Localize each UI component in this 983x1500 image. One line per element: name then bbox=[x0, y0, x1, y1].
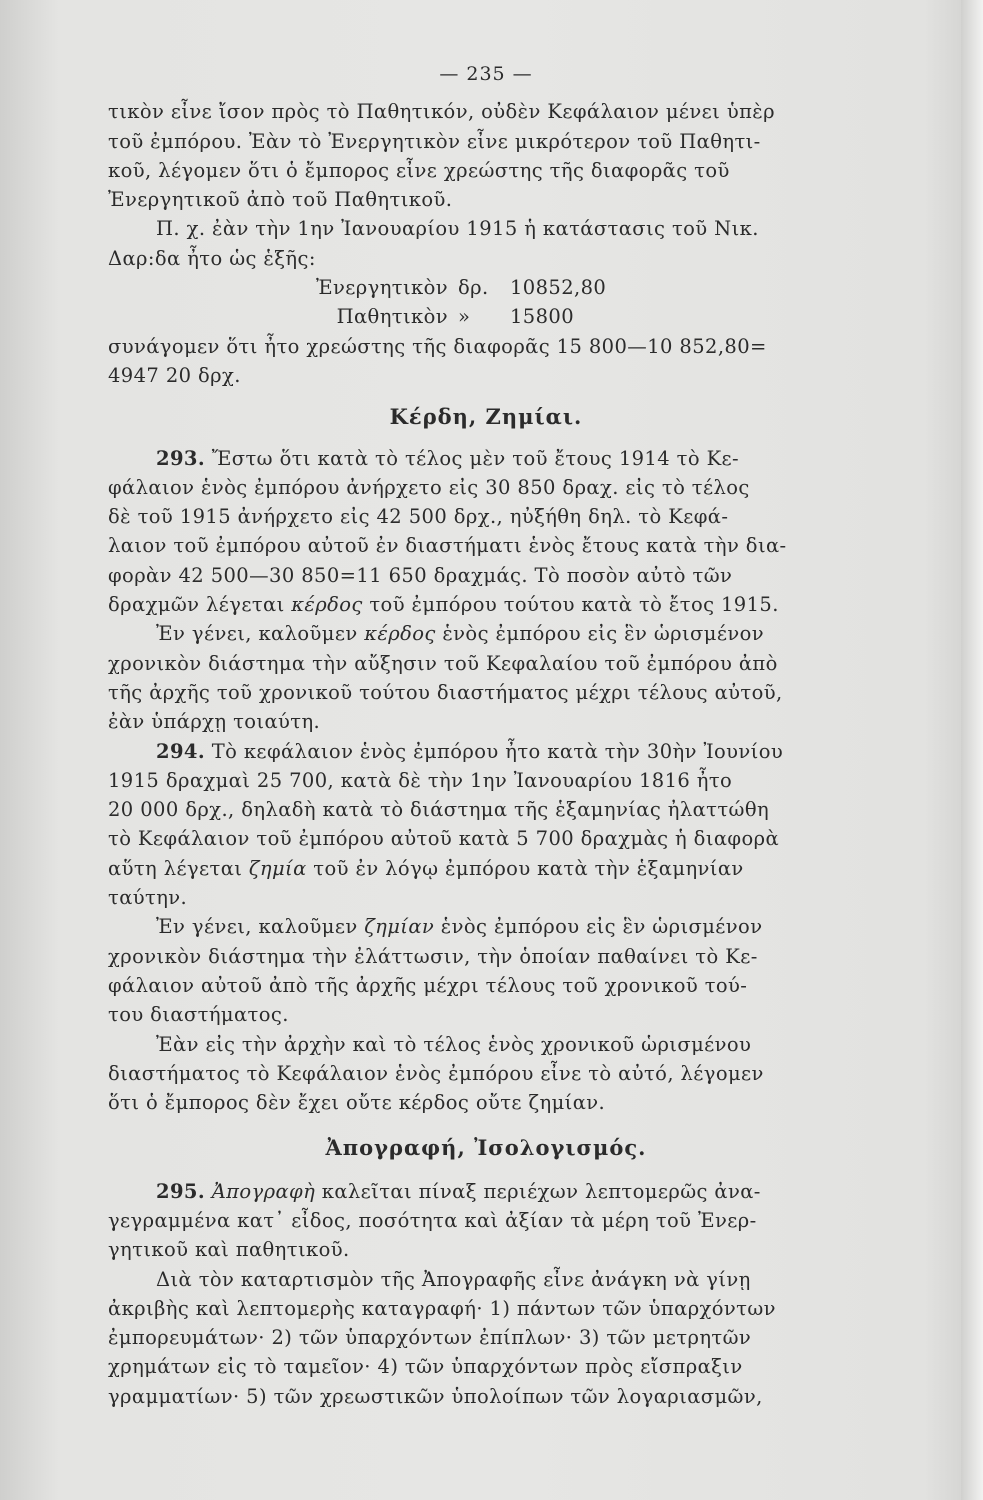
text-line bbox=[108, 619, 864, 648]
text-line bbox=[108, 854, 864, 883]
text-line: 1915 δραχμαὶ 25 700, κατὰ δὲ τὴν 1ην Ἰανουαρίου 1816 ἦτο bbox=[108, 768, 733, 792]
balance-currency: δρ. bbox=[458, 276, 489, 300]
section-heading-profit-loss: Κέρδη, Ζημίαι. bbox=[389, 404, 583, 430]
balance-amount: 15800 bbox=[510, 305, 575, 329]
italic-term: κέρδος bbox=[291, 593, 363, 617]
text-line: ἐμπορευμάτων· 2) τῶν ὑπαρχόντων ἐπίπλων· 3) τῶν μετρητῶν bbox=[108, 1326, 752, 1350]
italic-term: ζημία bbox=[248, 856, 307, 880]
text-line: γεγραμμένα κατ᾽ εἶδος, ποσότητα καὶ ἀξίαν τὰ μέρη τοῦ Ἐνερ- bbox=[108, 1208, 757, 1232]
text-line: τὸ Κεφάλαιον τοῦ ἐμπόρου αὐτοῦ κατὰ 5 700 δραχμὰς ἡ διαφορὰ bbox=[108, 827, 780, 851]
paragraph-inventory-items bbox=[108, 1265, 864, 1411]
paragraph-neutral bbox=[108, 1030, 864, 1118]
paragraph-294 bbox=[108, 737, 864, 913]
text-line: 20 000 δρχ., δηλαδὴ κατὰ τὸ διάστημα τῆς ἑξαμηνίας ἠλαττώθη bbox=[108, 798, 770, 822]
text-line: φάλαιον ἑνὸς ἐμπόρου ἀνήρχετο εἰς 30 850 δραχ. εἰς τὸ τέλος bbox=[108, 475, 750, 499]
text-line: Ἐνεργητικοῦ ἀπὸ τοῦ Παθητικοῦ. bbox=[108, 188, 453, 212]
text-line bbox=[108, 590, 864, 619]
text-line: λαιον τοῦ ἐμπόρου αὐτοῦ ἐν διαστήματι ἑνὸς ἔτους κατὰ τὴν δια- bbox=[108, 534, 787, 558]
text-line: χρονικὸν διάστημα τὴν αὔξησιν τοῦ Κεφαλαίου τοῦ ἐμπόρου ἀπὸ bbox=[108, 651, 778, 675]
balance-label: Ἐνεργητικὸν bbox=[315, 276, 448, 300]
text-line bbox=[108, 444, 864, 473]
text-run: τοῦ ἐμπόρου τούτου κατὰ τὸ ἔτος 1915. bbox=[362, 593, 779, 617]
text-line: τῆς ἀρχῆς τοῦ χρονικοῦ τούτου διαστήματος μέχρι τέλους αὐτοῦ, bbox=[108, 680, 783, 704]
balance-amount: 10852,80 bbox=[510, 276, 607, 300]
conclusion-paragraph bbox=[108, 332, 864, 391]
text-run: ἑνὸς ἐμπόρου εἰς ἓν ὡρισμένον bbox=[434, 915, 763, 939]
text-line: ὅτι ὁ ἔμπορος δὲν ἔχει οὔτε κέρδος οὔτε ζημίαν. bbox=[108, 1091, 606, 1115]
text-line: γραμματίων· 5) τῶν χρεωστικῶν ὑπολοίπων τῶν λογαριασμῶν, bbox=[108, 1384, 763, 1408]
italic-term: Ἀπογραφὴ bbox=[211, 1179, 316, 1203]
text-run: ἑνὸς ἐμπόρου εἰς ἓν ὡρισμένον bbox=[435, 622, 764, 646]
italic-term: κέρδος bbox=[364, 622, 436, 646]
text-line bbox=[108, 1177, 864, 1206]
balance-table bbox=[108, 273, 864, 332]
text-line: διαστήματος τὸ Κεφάλαιον ἑνὸς ἐμπόρου εἶνε τὸ αὐτό, λέγομεν bbox=[108, 1061, 764, 1085]
text-line bbox=[108, 737, 864, 766]
example-paragraph bbox=[108, 214, 864, 273]
italic-term: ζημίαν bbox=[364, 915, 435, 939]
text-line: χρημάτων εἰς τὸ ταμεῖον· 4) τῶν ὑπαρχόντων πρὸς εἴσπραξιν bbox=[108, 1355, 743, 1379]
page-text bbox=[108, 60, 864, 1411]
text-line: ταύτην. bbox=[108, 886, 188, 910]
text-run: καλεῖται πίναξ περιέχων λεπτομερῶς ἀνα- bbox=[315, 1179, 761, 1203]
text-run: δραχμῶν λέγεται bbox=[108, 593, 292, 617]
text-run: τοῦ ἐν λόγῳ ἐμπόρου κατὰ τὴν ἑξαμηνίαν bbox=[306, 856, 744, 880]
text-run: αὕτη λέγεται bbox=[108, 856, 249, 880]
text-line: φορὰν 42 500—30 850=11 650 δραχμάς. Τὸ ποσὸν αὐτὸ τῶν bbox=[108, 563, 733, 587]
text-line: 4947 20 δρχ. bbox=[108, 363, 241, 387]
text-line: του διαστήματος. bbox=[108, 1003, 289, 1027]
text-line: ἀκριβὴς καὶ λεπτομερὴς καταγραφή· 1) πάντων τῶν ὑπαρχόντων bbox=[108, 1296, 776, 1320]
text-line: φάλαιον αὐτοῦ ἀπὸ τῆς ἀρχῆς μέχρι τέλους τοῦ χρονικοῦ τού- bbox=[108, 973, 748, 997]
balance-label: Παθητικὸν bbox=[336, 305, 448, 329]
text-line: γητικοῦ καὶ παθητικοῦ. bbox=[108, 1238, 350, 1262]
text-line bbox=[108, 912, 864, 941]
text-run: Τὸ κεφάλαιον ἑνὸς ἐμπόρου ἦτο κατὰ τὴν 30ὴν Ἰουνίου bbox=[211, 739, 784, 763]
text-line: Διὰ τὸν καταρτισμὸν τῆς Ἀπογραφῆς εἶνε ἀνάγκη νὰ γίνῃ bbox=[156, 1267, 751, 1291]
text-line: Δαρ:δα ἦτο ὡς ἑξῆς: bbox=[108, 246, 316, 270]
balance-currency: » bbox=[458, 305, 471, 329]
text-run: Ἔστω ὅτι κατὰ τὸ τέλος μὲν τοῦ ἔτους 1914 τὸ Κε- bbox=[211, 446, 740, 470]
text-line: Ἐὰν εἰς τὴν ἀρχὴν καὶ τὸ τέλος ἑνὸς χρονικοῦ ὡρισμένου bbox=[156, 1032, 752, 1056]
intro-paragraph bbox=[108, 97, 864, 214]
section-number: 294. bbox=[156, 739, 206, 763]
text-line: Π. χ. ἐὰν τὴν 1ην Ἰανουαρίου 1915 ἡ κατάστασις τοῦ Νικ. bbox=[156, 217, 759, 241]
page-number: — 235 — bbox=[439, 63, 533, 85]
text-line: δὲ τοῦ 1915 ἀνήρχετο εἰς 42 500 δρχ., ηὐξήθη δηλ. τὸ Κεφά- bbox=[108, 505, 729, 529]
text-line: ἐὰν ὑπάρχῃ τοιαύτη. bbox=[108, 710, 321, 734]
text-run: Ἐν γένει, καλοῦμεν bbox=[156, 915, 365, 939]
section-number: 295. bbox=[156, 1179, 206, 1203]
paragraph-293 bbox=[108, 444, 864, 620]
paragraph-loss-definition bbox=[108, 912, 864, 1029]
text-line: τικὸν εἶνε ἴσον πρὸς τὸ Παθητικόν, οὐδὲν Κεφάλαιον μένει ὑπὲρ bbox=[108, 100, 776, 124]
text-line: τοῦ ἐμπόρου. Ἐὰν τὸ Ἐνεργητικὸν εἶνε μικρότερον τοῦ Παθητι- bbox=[108, 129, 761, 153]
section-number: 293. bbox=[156, 446, 206, 470]
balance-row bbox=[108, 273, 864, 302]
text-line: συνάγομεν ὅτι ἦτο χρεώστης τῆς διαφορᾶς 15 800—10 852,80= bbox=[108, 334, 767, 358]
paragraph-profit-definition bbox=[108, 619, 864, 736]
paragraph-295 bbox=[108, 1177, 864, 1265]
section-heading-inventory: Ἀπογραφή, Ἰσολογισμός. bbox=[325, 1135, 647, 1161]
page-edge bbox=[961, 0, 983, 1500]
text-line: κοῦ, λέγομεν ὅτι ὁ ἔμπορος εἶνε χρεώστης τῆς διαφορᾶς τοῦ bbox=[108, 158, 730, 182]
text-line: χρονικὸν διάστημα τὴν ἐλάττωσιν, τὴν ὁποίαν παθαίνει τὸ Κε- bbox=[108, 944, 758, 968]
text-run: Ἐν γένει, καλοῦμεν bbox=[156, 622, 365, 646]
balance-row bbox=[108, 302, 864, 331]
